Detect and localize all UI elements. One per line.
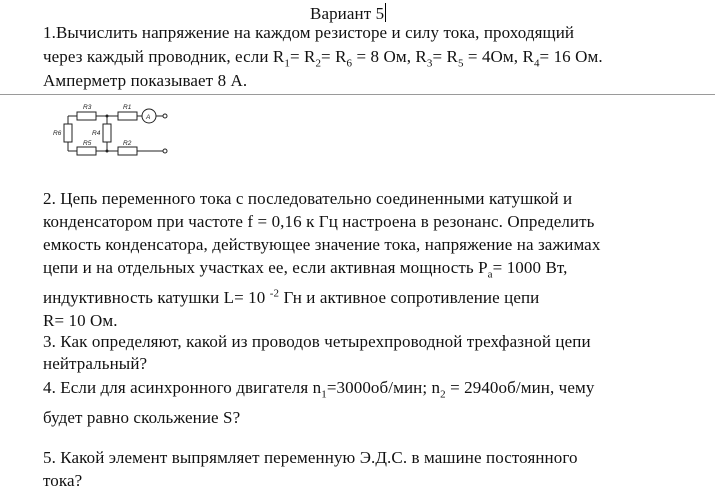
resistor-r6 (64, 124, 72, 142)
task2-line2: конденсатором при частоте f = 0,16 к Гц настроена в резонанс. Определить (43, 212, 595, 231)
resistor-r4 (103, 124, 111, 142)
label-r1: R1 (123, 104, 132, 111)
resistor-r1 (118, 112, 137, 120)
terminal-top (163, 114, 167, 118)
label-r6: R6 (53, 130, 62, 137)
section-divider (0, 94, 715, 95)
task2-line5: индуктивность катушки L= 10 $^{-2}$ Гн и активное сопротивление цепи (43, 287, 540, 307)
task1-line1: 1.Вычислить напряжение на каждом резисторе и силу тока, проходящий (43, 23, 575, 42)
task4-line1: 4. Если для асинхронного двигателя $n_1=3000об$/мин; $n_2 = 2940об/мин$, чему (43, 378, 595, 401)
label-r3: R3 (83, 104, 92, 111)
text-cursor (385, 3, 386, 22)
task4-line2: будет равно скольжение S? (43, 408, 241, 427)
label-ammeter: A (146, 114, 151, 121)
task2-line4: цепи и на отдельных участках ее, если активная мощность $P_a= 1000$ Вт, (43, 258, 568, 281)
task2-line1: 2. Цепь переменного тока с последовательно соединенными катушкой и (43, 189, 573, 208)
task2-line3: емкость конденсатора, действующее значение тока, напряжение на зажимах (43, 235, 601, 254)
resistor-r3 (77, 112, 96, 120)
variant-title (310, 3, 386, 24)
task1-line2: через каждый проводник, если $R_1= R_2= R_6 = 8$ Ом, $R_3= R_5 = 4Ом$, $R_4= 16$ Ом. (43, 47, 603, 70)
task3-line2: нейтральный? (43, 354, 148, 373)
resistor-r5 (77, 147, 96, 155)
variant-title-text: Вариант 5 (310, 4, 385, 23)
label-r5: R5 (83, 140, 92, 147)
label-r2: R2 (123, 140, 132, 147)
task5-line1: 5. Какой элемент выпрямляет переменную Э.Д.С. в машине постоянного (43, 448, 578, 467)
task5-line2: тока? (43, 471, 83, 490)
label-r4: R4 (92, 130, 101, 137)
resistor-r2 (118, 147, 137, 155)
circuit-diagram (50, 100, 180, 162)
task2-line6: R= 10 Ом. (43, 311, 118, 330)
task1-line3: Амперметр показывает 8 А. (43, 71, 248, 90)
terminal-bottom (163, 149, 167, 153)
task3-line1: 3. Как определяют, какой из проводов четырехпроводной трехфазной цепи (43, 332, 591, 351)
